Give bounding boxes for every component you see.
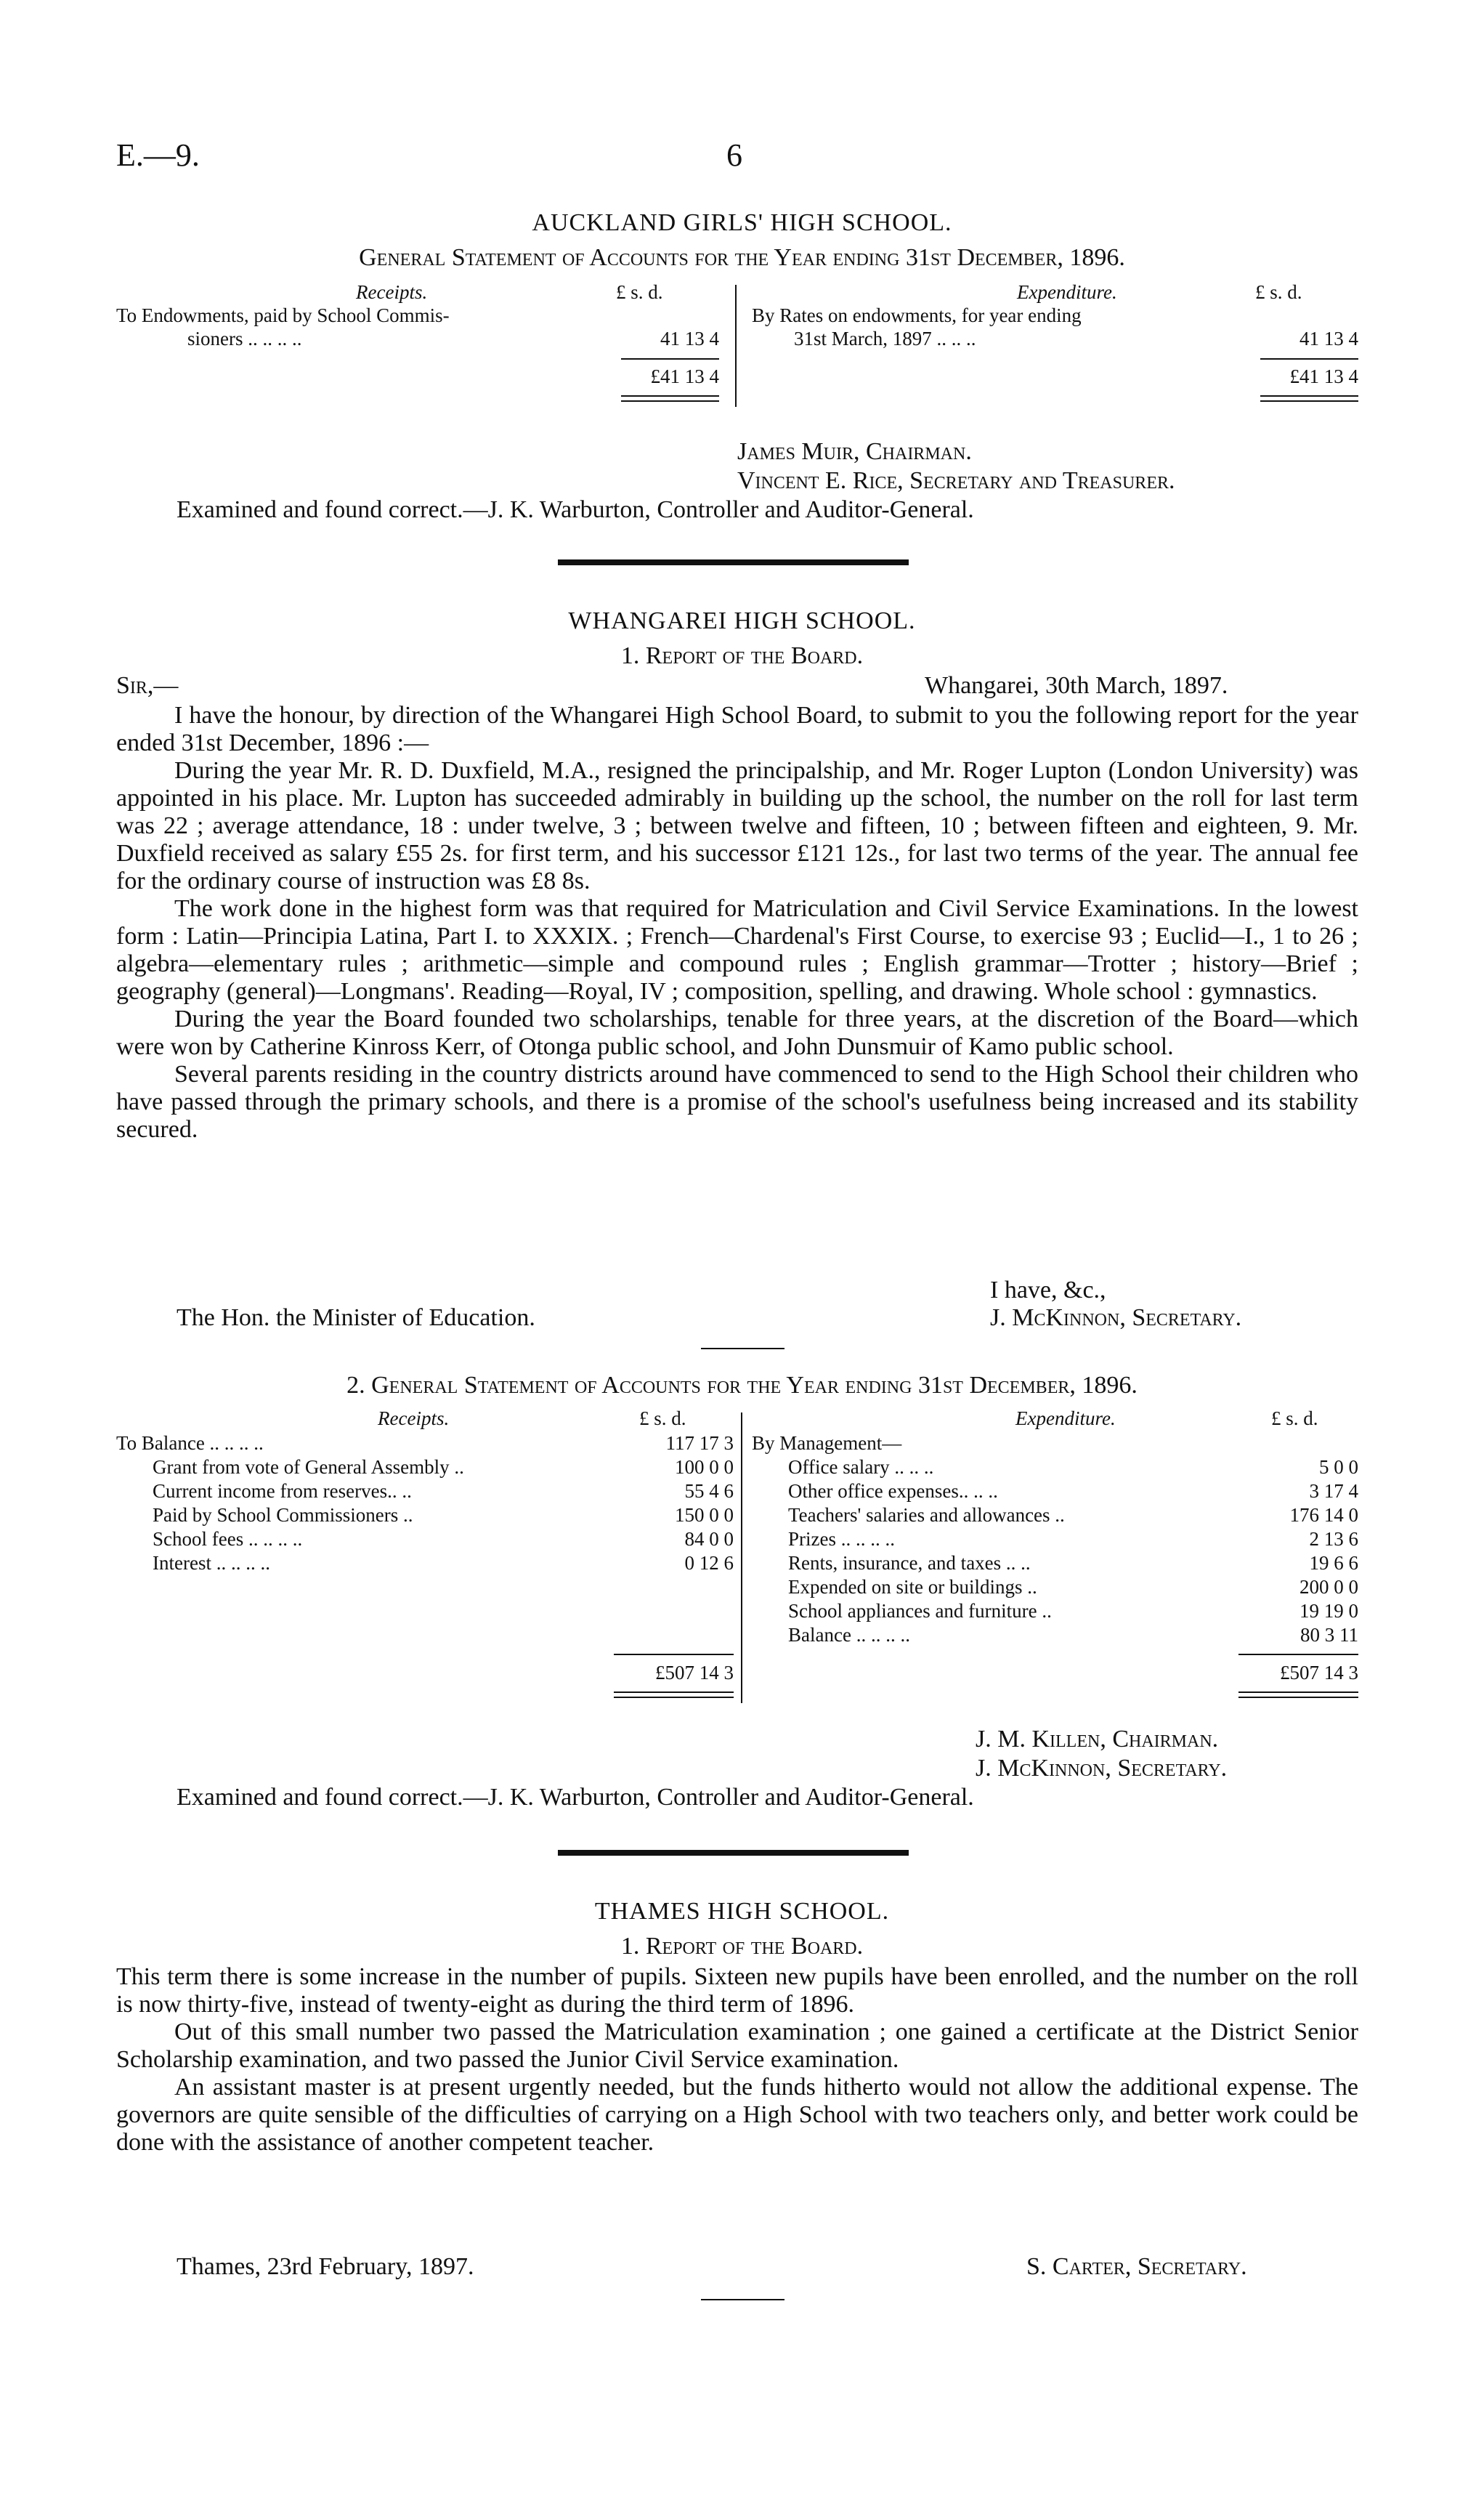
expenditure-row-label: Other office expenses.. .. ..: [788, 1480, 998, 1502]
whangarei-title: WHANGAREI HIGH SCHOOL.: [568, 607, 916, 634]
whangarei-report-body: [116, 702, 1358, 1144]
auckland-expenditure-label: Expenditure.: [1017, 281, 1117, 303]
thames-report-heading: 1. Report of the Board.: [620, 1933, 864, 1960]
whangarei-short-rule: [701, 1348, 784, 1349]
thames-report-body: [116, 1963, 1358, 2157]
receipt-row-amount: 100 0 0: [675, 1456, 734, 1478]
whangarei-receipts-total-rule1: [614, 1691, 734, 1693]
thames-signature: S. Carter, Secretary.: [1026, 2253, 1247, 2280]
whangarei-expenditure-subtotal-rule: [1238, 1654, 1358, 1655]
expenditure-row-amount: 176 14 0: [1289, 1504, 1358, 1526]
whangarei-expenditure-total: £507 14 3: [1280, 1662, 1358, 1684]
auckland-exp-total-rule1: [1260, 395, 1358, 397]
auckland-receipt-line2: sioners .. .. .. ..: [187, 328, 302, 349]
whangarei-paragraph-5: Several parents residing in the country districts around have commenced to send to the High School their children who have passed through the primary schools, and there is a promise of the school's usefulness being increased and its stability secured.: [116, 1061, 1358, 1143]
whangarei-signature: J. McKinnon, Secretary.: [990, 1304, 1242, 1331]
thames-place-date: Thames, 23rd February, 1897.: [177, 2253, 474, 2280]
section-divider-2: [558, 1850, 909, 1856]
page-number: 6: [726, 137, 742, 173]
whangarei-expenditure-total-rule2: [1238, 1697, 1358, 1698]
thames-title: THAMES HIGH SCHOOL.: [594, 1898, 890, 1925]
expenditure-row-amount: 3 17 4: [1309, 1480, 1358, 1502]
expenditure-row-label: School appliances and furniture ..: [788, 1600, 1052, 1622]
auckland-receipts-label: Receipts.: [356, 281, 428, 303]
expenditure-row-amount: 5 0 0: [1319, 1456, 1358, 1478]
receipt-row-label: Grant from vote of General Assembly ..: [153, 1456, 464, 1478]
receipt-row-label: To Balance .. .. .. ..: [116, 1432, 264, 1454]
whangarei-paragraph-2: During the year Mr. R. D. Duxfield, M.A., resigned the principalship, and Mr. Roger Lupton (London University) was appointed in his place. Mr. Lupton has succeeded admirably in building up the school, the number on the roll for last term was 22 ; average attendance, 18 : under twelve, 3 ; between twelve and fifteen, 10 ; between fifteen and eighteen, 9. Mr. Duxfield received as salary £55 2s. for first term, and his successor £121 12s., for last two terms of the year. The annual fee for the ordinary course of instruction was £8 8s.: [116, 757, 1358, 894]
auckland-exp-total: £41 13 4: [1289, 365, 1358, 387]
auckland-statement-title: General Statement of Accounts for the Year ending 31st December, 1896.: [359, 244, 1125, 271]
whangarei-signature-secretary: J. McKinnon, Secretary.: [976, 1755, 1228, 1782]
thames-paragraph-2: Out of this small number two passed the Matriculation examination ; one gained a certificate at the District Senior Scholarship examination, and two passed the Junior Civil Service examination.: [116, 2018, 1358, 2073]
receipt-row-amount: 55 4 6: [684, 1480, 734, 1502]
document-reference: E.—9.: [116, 137, 200, 173]
expenditure-row-amount: 80 3 11: [1300, 1624, 1358, 1646]
expenditure-row-amount: 200 0 0: [1299, 1576, 1358, 1598]
receipt-row-amount: 0 12 6: [684, 1552, 734, 1574]
auckland-exp-line2: 31st March, 1897 .. .. ..: [794, 328, 976, 349]
expenditure-row-amount: 19 19 0: [1299, 1600, 1358, 1622]
whangarei-paragraph-4: During the year the Board founded two scholarships, tenable for three years, at the discretion of the Board—which were won by Catherine Kinross Kerr, of Otonga public school, and John Dunsmuir of Kamo public school.: [116, 1006, 1358, 1060]
whangarei-expenditure-label: Expenditure.: [1015, 1407, 1116, 1429]
whangarei-paragraph-3: The work done in the highest form was that required for Matriculation and Civil Service Examinations. In the lowest form : Latin—Principia Latina, Part I. to XXXIX. ; French—Chardenal's First Course, to exercise 93 ; Euclid—I., 1 to 26 ; algebra—elementary rules ; arithmetic—simple and compound rules ; English grammar—Trotter ; history—Brief ; geography (general)—Longmans'. Reading—Royal, IV ; composition, spelling, and drawing. Whole school : gymnastics.: [116, 895, 1358, 1005]
expenditure-row-label: Expended on site or buildings ..: [788, 1576, 1037, 1598]
thames-short-rule: [701, 2299, 784, 2300]
whangarei-expenditure-currency-header: £ s. d.: [1271, 1407, 1318, 1429]
whangarei-receipts-total: £507 14 3: [655, 1662, 734, 1684]
auckland-exp-total-rule2: [1260, 400, 1358, 402]
whangarei-closing: I have, &c.,: [990, 1277, 1106, 1303]
auckland-receipt-line1: To Endowments, paid by School Commis-: [116, 304, 450, 326]
thames-paragraph-1: This term there is some increase in the number of pupils. Sixteen new pupils have been enrolled, and the number on the roll is now thirty-five, instead of twenty-eight as during the third term of 1896.: [116, 1963, 1358, 2018]
whangarei-receipts-subtotal-rule: [614, 1654, 734, 1655]
whangarei-signature-chairman: J. M. Killen, Chairman.: [976, 1726, 1219, 1753]
receipt-row-label: Paid by School Commissioners ..: [153, 1504, 413, 1526]
auckland-exp-line1: By Rates on endowments, for year ending: [752, 304, 1082, 326]
receipt-row-amount: 117 17 3: [665, 1432, 734, 1454]
expenditure-row-amount: 19 6 6: [1309, 1552, 1358, 1574]
whangarei-report-heading: 1. Report of the Board.: [620, 642, 864, 669]
whangarei-addressee: The Hon. the Minister of Education.: [177, 1304, 535, 1331]
receipt-row-label: Interest .. .. .. ..: [153, 1552, 270, 1574]
auckland-column-divider: [735, 285, 737, 407]
receipt-row-amount: 84 0 0: [684, 1528, 734, 1550]
auckland-receipts-currency-header: £ s. d.: [616, 281, 663, 303]
auckland-receipt-total: £41 13 4: [650, 365, 719, 387]
auckland-signature-secretary: Vincent E. Rice, Secretary and Treasurer.: [737, 467, 1175, 494]
auckland-receipt-subtotal-rule: [621, 358, 719, 360]
section-divider-1: [558, 559, 909, 565]
whangarei-salutation: Sir,—: [116, 672, 179, 699]
whangarei-receipts-total-rule2: [614, 1697, 734, 1698]
whangarei-examined-note: Examined and found correct.—J. K. Warburton, Controller and Auditor-General.: [177, 1784, 974, 1811]
whangarei-place-date: Whangarei, 30th March, 1897.: [925, 672, 1228, 699]
expenditure-row-label: Balance .. .. .. ..: [788, 1624, 910, 1646]
whangarei-management-heading: By Management—: [752, 1432, 902, 1454]
expenditure-row-label: Office salary .. .. ..: [788, 1456, 934, 1478]
receipt-row-label: Current income from reserves.. ..: [153, 1480, 412, 1502]
whangarei-column-divider: [741, 1412, 742, 1703]
auckland-exp-amount: 41 13 4: [1299, 328, 1358, 349]
auckland-receipt-amount: 41 13 4: [660, 328, 719, 349]
auckland-title: AUCKLAND GIRLS' HIGH SCHOOL.: [532, 209, 952, 236]
whangarei-paragraph-1: I have the honour, by direction of the Whangarei High School Board, to submit to you the following report for the year ended 31st December, 1896 :—: [116, 702, 1358, 756]
auckland-examined-note: Examined and found correct.—J. K. Warburton, Controller and Auditor-General.: [177, 496, 974, 523]
whangarei-statement-title: 2. General Statement of Accounts for the Year ending 31st December, 1896.: [346, 1372, 1138, 1399]
thames-paragraph-3: An assistant master is at present urgently needed, but the funds hitherto would not allow the additional expense. The governors are quite sensible of the difficulties of carrying on a High School with two teachers only, and better work could be done with the assistance of another competent teacher.: [116, 2074, 1358, 2156]
auckland-expenditure-currency-header: £ s. d.: [1255, 281, 1302, 303]
auckland-receipt-total-rule2: [621, 400, 719, 402]
auckland-receipt-total-rule1: [621, 395, 719, 397]
expenditure-row-label: Prizes .. .. .. ..: [788, 1528, 895, 1550]
whangarei-expenditure-total-rule1: [1238, 1691, 1358, 1693]
receipt-row-amount: 150 0 0: [675, 1504, 734, 1526]
auckland-exp-subtotal-rule: [1260, 358, 1358, 360]
expenditure-row-amount: 2 13 6: [1309, 1528, 1358, 1550]
receipt-row-label: School fees .. .. .. ..: [153, 1528, 303, 1550]
expenditure-row-label: Teachers' salaries and allowances ..: [788, 1504, 1065, 1526]
expenditure-row-label: Rents, insurance, and taxes .. ..: [788, 1552, 1031, 1574]
whangarei-receipts-label: Receipts.: [378, 1407, 450, 1429]
auckland-signature-chairman: James Muir, Chairman.: [737, 438, 972, 465]
whangarei-receipts-currency-header: £ s. d.: [639, 1407, 686, 1429]
